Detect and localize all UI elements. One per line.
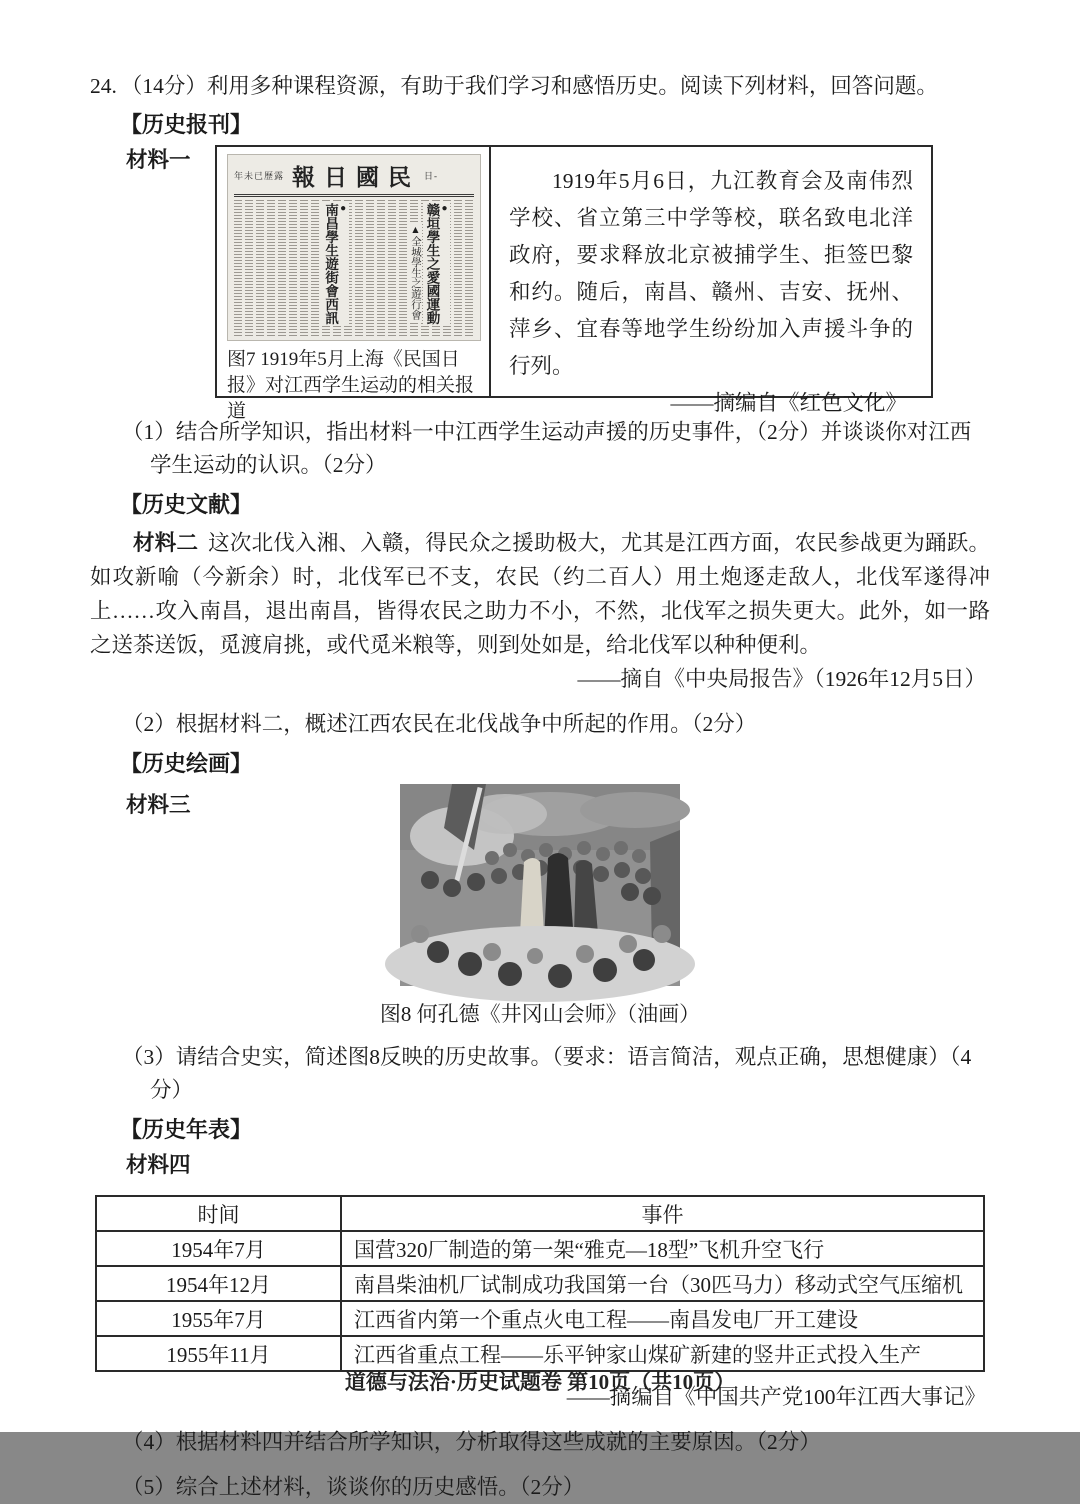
jinggangshan-painting-image: [400, 784, 680, 986]
material-one-block: [90, 145, 990, 422]
table-row: [96, 1231, 984, 1266]
question-24-intro: [90, 70, 990, 102]
table-header-time: 时间: [96, 1196, 341, 1231]
headline-1-text: 赣垣學生之愛國運動: [424, 203, 440, 325]
page-footer: 道德与法治·历史试题卷 第10页（共10页）: [344, 1370, 736, 1394]
figure7-caption: 图7 1919年5月上海《民国日报》对江西学生运动的相关报道: [227, 349, 475, 422]
section-title-huihua: 【历史绘画】: [120, 751, 253, 776]
question-number: 24.: [90, 74, 117, 98]
table-cell-time: 1954年7月: [96, 1231, 341, 1266]
material-one-excerpt: 1919年5月6日，九江教育会及南伟烈学校、省立第三中学等校，联名致电北洋政府，要求释放北京被捕学生、拒签巴黎和约。随后，南昌、赣州、吉安、抚州、萍乡、宜春等地学生纷纷加入声援斗争的行列。: [509, 169, 913, 378]
figure8-caption: 图8 何孔德《井冈山会师》（油画）: [379, 1002, 701, 1026]
material-three-label: 材料三: [126, 793, 191, 817]
headline-3-text: 南昌學生遊街會西訊: [323, 203, 339, 325]
masthead-left-text: 年未已歷露: [234, 171, 285, 181]
question-1: （1）结合所学知识，指出材料一中江西学生运动声援的历史事件，（2分）并谈谈你对江西学生运动的认识。（2分）: [122, 420, 972, 477]
section-title-wenxian: 【历史文献】: [120, 492, 253, 517]
material-three-block: [90, 784, 990, 1029]
newspaper-title: 報日國民: [292, 165, 421, 190]
circle-bullet-icon: ●: [337, 203, 349, 214]
section-title-baokan: 【历史报刊】: [120, 112, 253, 137]
circle-bullet-icon: ●: [439, 203, 450, 214]
material-two-paragraph: [90, 526, 990, 662]
masthead-right-text: 日-: [424, 171, 439, 181]
material-two-label: 材料二: [133, 531, 199, 555]
table-cell-event: 国营320厂制造的第一架“雅克—18型”飞机升空飞行: [341, 1231, 984, 1266]
material-two-text: 这次北伐入湘、入赣，得民众之援助极大，尤其是江西方面，农民参战更为踊跃。如攻新喻（今新余）时，北伐军已不支，农民（约二百人）用土炮逐走敌人，北伐军遂得冲上……攻入南昌，退出南昌，皆得农民之助力不小，不然，北伐军之损失更大。此外，如一路之送茶送饭，觅渡肩挑，或代觅米粮等，则到处如是，给北伐军以种种便利。: [90, 531, 990, 657]
table-row: [96, 1266, 984, 1301]
figure7-left-cell: [217, 147, 491, 422]
table-header-event: 事件: [341, 1196, 984, 1231]
material-one-label: 材料一: [126, 148, 191, 172]
newspaper-headline-1: [423, 202, 450, 326]
newspaper-masthead: [234, 159, 474, 197]
figure7-newspaper-clipping: [227, 154, 481, 341]
table-cell-time: 1955年7月: [96, 1301, 341, 1336]
newspaper-body-texture: [234, 200, 474, 338]
timeline-table: [95, 1195, 985, 1372]
table-cell-event: 江西省重点工程——乐平钟家山煤矿新建的竖井正式投入生产: [341, 1336, 984, 1371]
table-row: [96, 1301, 984, 1336]
figure7-box: [215, 145, 933, 422]
newspaper-headline-3: [322, 202, 349, 326]
material-four-source: ——摘编自《中国共产党100年江西大事记》: [566, 1385, 986, 1409]
table-cell-event: 江西省内第一个重点火电工程——南昌发电厂开工建设: [341, 1301, 984, 1336]
material-four-label: 材料四: [126, 1153, 191, 1177]
table-cell-time: 1955年11月: [96, 1336, 341, 1371]
table-header-row: [96, 1196, 984, 1231]
question-5: （5）综合上述材料，谈谈你的历史感悟。（2分）: [122, 1475, 585, 1499]
section-title-nianbiao: 【历史年表】: [120, 1117, 253, 1142]
headline-2-text: ▲全城學生之遊行會: [410, 225, 421, 320]
question-3: （3）请结合史实，简述图8反映的历史故事。（要求：语言简洁，观点正确，思想健康）（4分）: [122, 1045, 972, 1102]
material-one-source: ——摘编自《红色文化》: [670, 391, 907, 415]
newspaper-headline-2: [409, 224, 422, 321]
table-cell-time: 1954年12月: [96, 1266, 341, 1301]
figure8-painting: [400, 784, 680, 991]
question-4: （4）根据材料四并结合所学知识，分析取得这些成就的主要原因。（2分）: [122, 1430, 821, 1454]
table-cell-event: 南昌柴油机厂试制成功我国第一台（30匹马力）移动式空气压缩机: [341, 1266, 984, 1301]
question-2: （2）根据材料二，概述江西农民在北伐战争中所起的作用。（2分）: [122, 712, 757, 736]
material-two-source: ——摘自《中央局报告》（1926年12月5日）: [577, 667, 986, 691]
figure7-right-cell: [491, 147, 931, 415]
question-intro-text: （14分）利用多种课程资源，有助于我们学习和感悟历史。阅读下列材料，回答问题。: [120, 74, 938, 98]
